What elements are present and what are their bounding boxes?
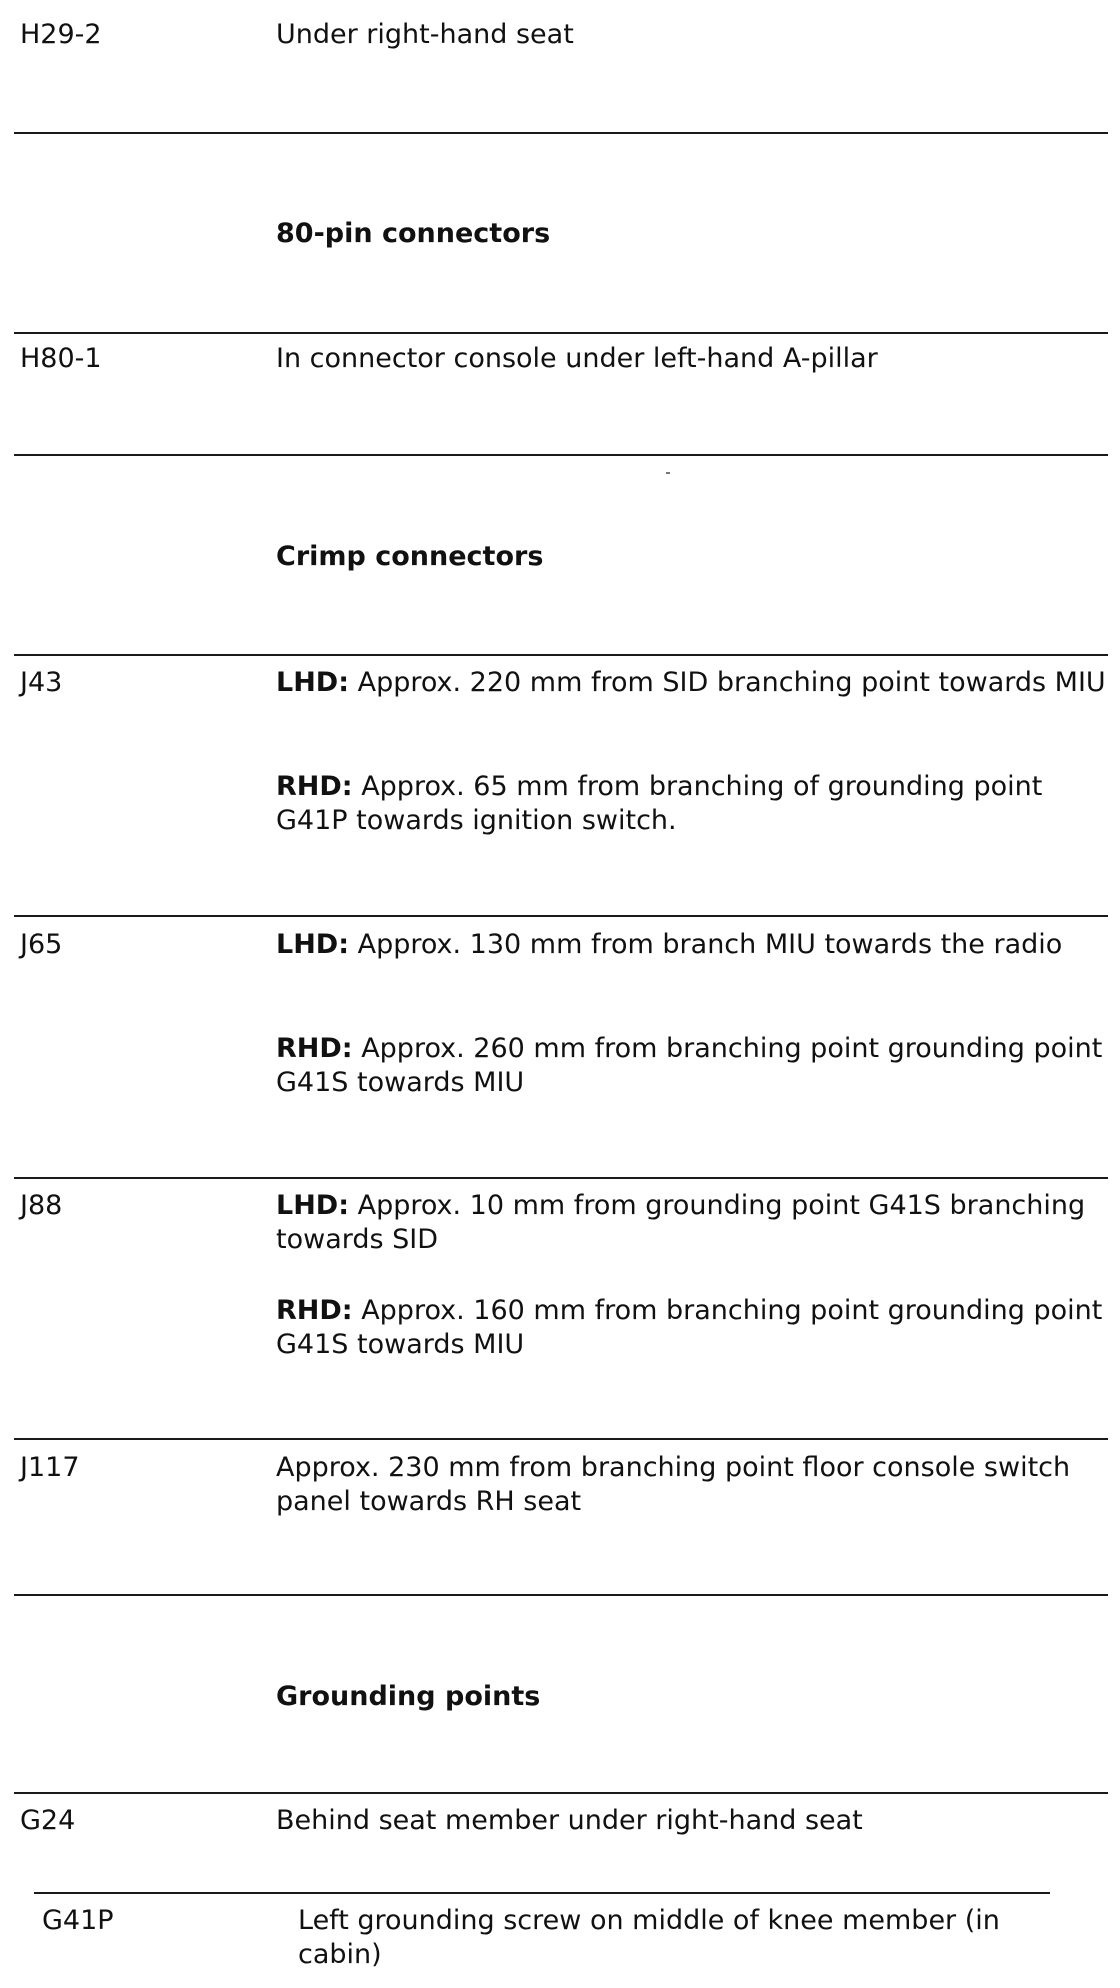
code-j65: J65 [20,929,63,960]
divider [14,915,1108,917]
desc-j88-lhd [276,1189,1106,1257]
desc-h80-1: In connector console under left-hand A-pillar [276,343,878,374]
section-heading-grounding: Grounding points [276,1681,541,1712]
divider [14,132,1108,134]
divider [14,1792,1108,1794]
desc-g41p: Left grounding screw on middle of knee member (in cabin) [298,1905,1000,1970]
rhd-label: RHD: [276,771,353,802]
code-h80-1: H80-1 [20,343,102,374]
lhd-text: Approx. 220 mm from SID branching point towards MIU [349,667,1106,698]
desc-j43-rhd [276,770,1106,838]
divider [14,1594,1108,1596]
divider [14,332,1108,334]
code-j88: J88 [20,1190,63,1221]
divider [34,1892,1050,1894]
lhd-label: LHD: [276,667,350,698]
code-h29-2: H29-2 [20,19,102,50]
desc-j65-rhd [276,1032,1106,1100]
desc-j65-lhd [276,928,1106,962]
rhd-text: Approx. 160 mm from branching point grounding point G41S towards MIU [276,1295,1103,1360]
rhd-text: Approx. 65 mm from branching of grounding point G41P towards ignition switch. [276,771,1043,836]
desc-j43-lhd [276,666,1106,700]
rhd-label: RHD: [276,1295,353,1326]
desc-j117: Approx. 230 mm from branching point floor console switch panel towards RH seat [276,1452,1071,1517]
desc-j88-rhd [276,1294,1106,1362]
code-g24: G24 [20,1805,76,1836]
divider [14,1438,1108,1440]
lhd-text: Approx. 10 mm from grounding point G41S branching towards SID [276,1190,1086,1255]
section-heading-crimp: Crimp connectors [276,541,544,572]
divider [14,654,1108,656]
rhd-text: Approx. 260 mm from branching point grounding point G41S towards MIU [276,1033,1103,1098]
rhd-label: RHD: [276,1033,353,1064]
desc-g24: Behind seat member under right-hand seat [276,1805,863,1836]
lhd-label: LHD: [276,1190,350,1221]
lhd-text: Approx. 130 mm from branch MIU towards the radio [349,929,1063,960]
divider [14,454,1108,456]
scan-speck [666,472,670,474]
desc-h29-2: Under right-hand seat [276,19,574,50]
code-g41p: G41P [42,1905,114,1936]
section-heading-80-pin: 80-pin connectors [276,218,551,249]
code-j117: J117 [20,1452,80,1483]
lhd-label: LHD: [276,929,350,960]
divider [14,1177,1108,1179]
code-j43: J43 [20,667,63,698]
